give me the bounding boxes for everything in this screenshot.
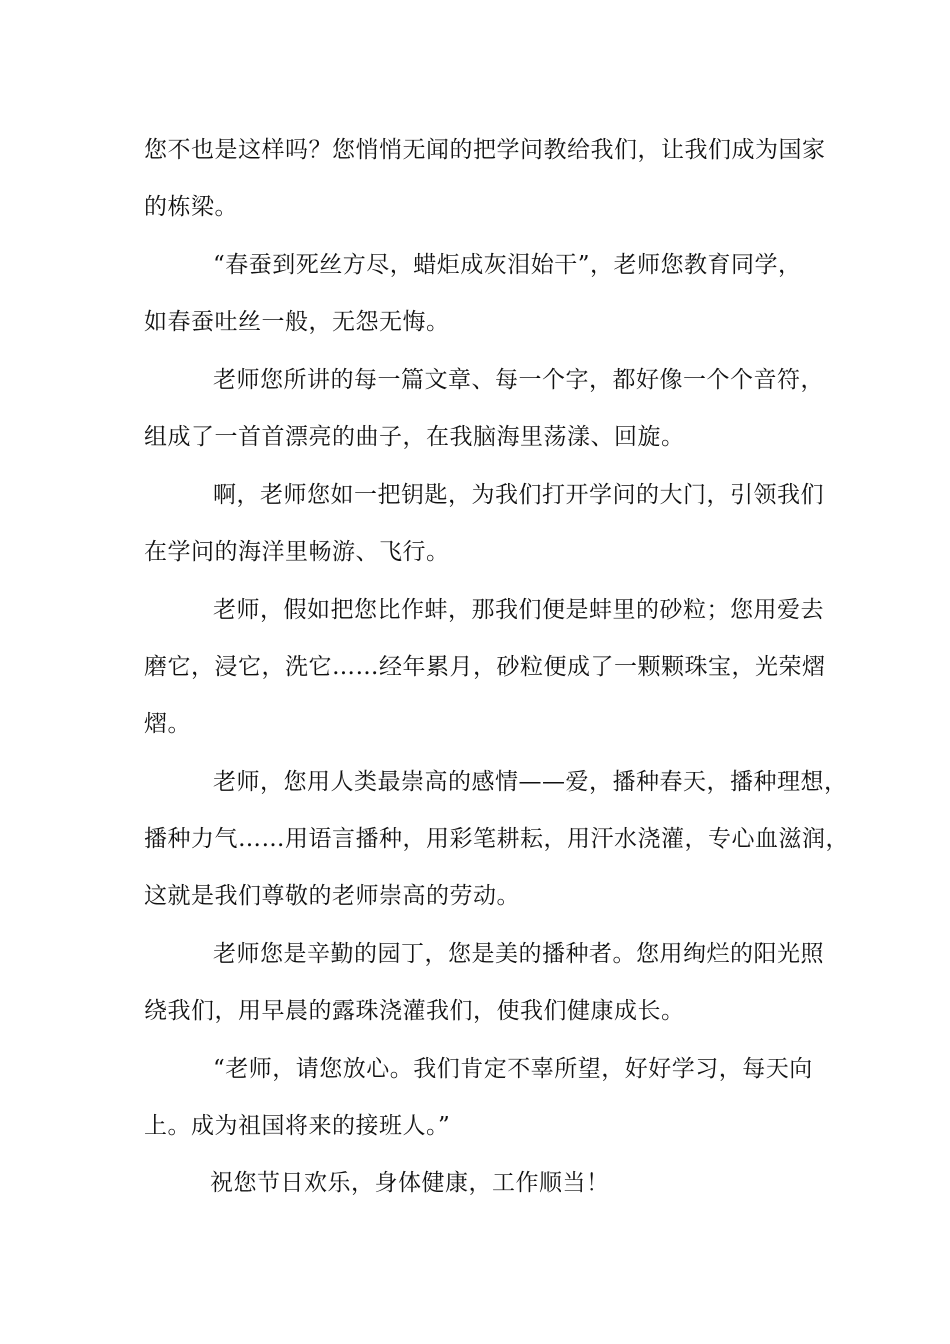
text-line: 绕我们，用早晨的露珠浇灌我们，使我们健康成长。 [144,998,685,1024]
text-line: 您不也是这样吗？您悄悄无闻的把学问教给我们，让我们成为国家 [144,137,826,163]
text-line: “老师，请您放心。我们肯定不辜所望，好好学习，每天向 [213,1056,813,1082]
text-line: 熠。 [144,711,191,737]
text-line: 如春蚕吐丝一般，无怨无悔。 [144,309,450,335]
text-line: 老师，假如把您比作蚌，那我们便是蚌里的砂粒；您用爱去 [213,597,824,623]
text-line: “春蚕到死丝方尽，蜡炬成灰泪始干”，老师您教育同学， [213,252,802,278]
text-line: 祝您节日欢乐，身体健康，工作顺当！ [210,1170,610,1196]
text-line: 老师您是辛勤的园丁，您是美的播种者。您用绚烂的阳光照 [213,941,824,967]
text-line: 播种力气……用语言播种，用彩笔耕耘，用汗水浇灌，专心血滋润， [144,826,849,852]
text-line: 在学问的海洋里畅游、飞行。 [144,539,450,565]
text-line: 的栋梁。 [144,194,238,220]
text-line: 这就是我们尊敬的老师崇高的劳动。 [144,883,520,909]
text-line: 组成了一首首漂亮的曲子，在我脑海里荡漾、回旋。 [144,424,685,450]
text-line: 上。成为祖国将来的接班人。” [144,1113,451,1139]
text-line: 老师您所讲的每一篇文章、每一个字，都好像一个个音符， [213,367,824,393]
text-line: 老师，您用人类最崇高的感情——爱，播种春天，播种理想， [213,769,848,795]
text-line: 磨它，浸它，洗它……经年累月，砂粒便成了一颗颗珠宝，光荣熠 [144,654,826,680]
text-line: 啊，老师您如一把钥匙，为我们打开学问的大门，引领我们 [213,482,824,508]
